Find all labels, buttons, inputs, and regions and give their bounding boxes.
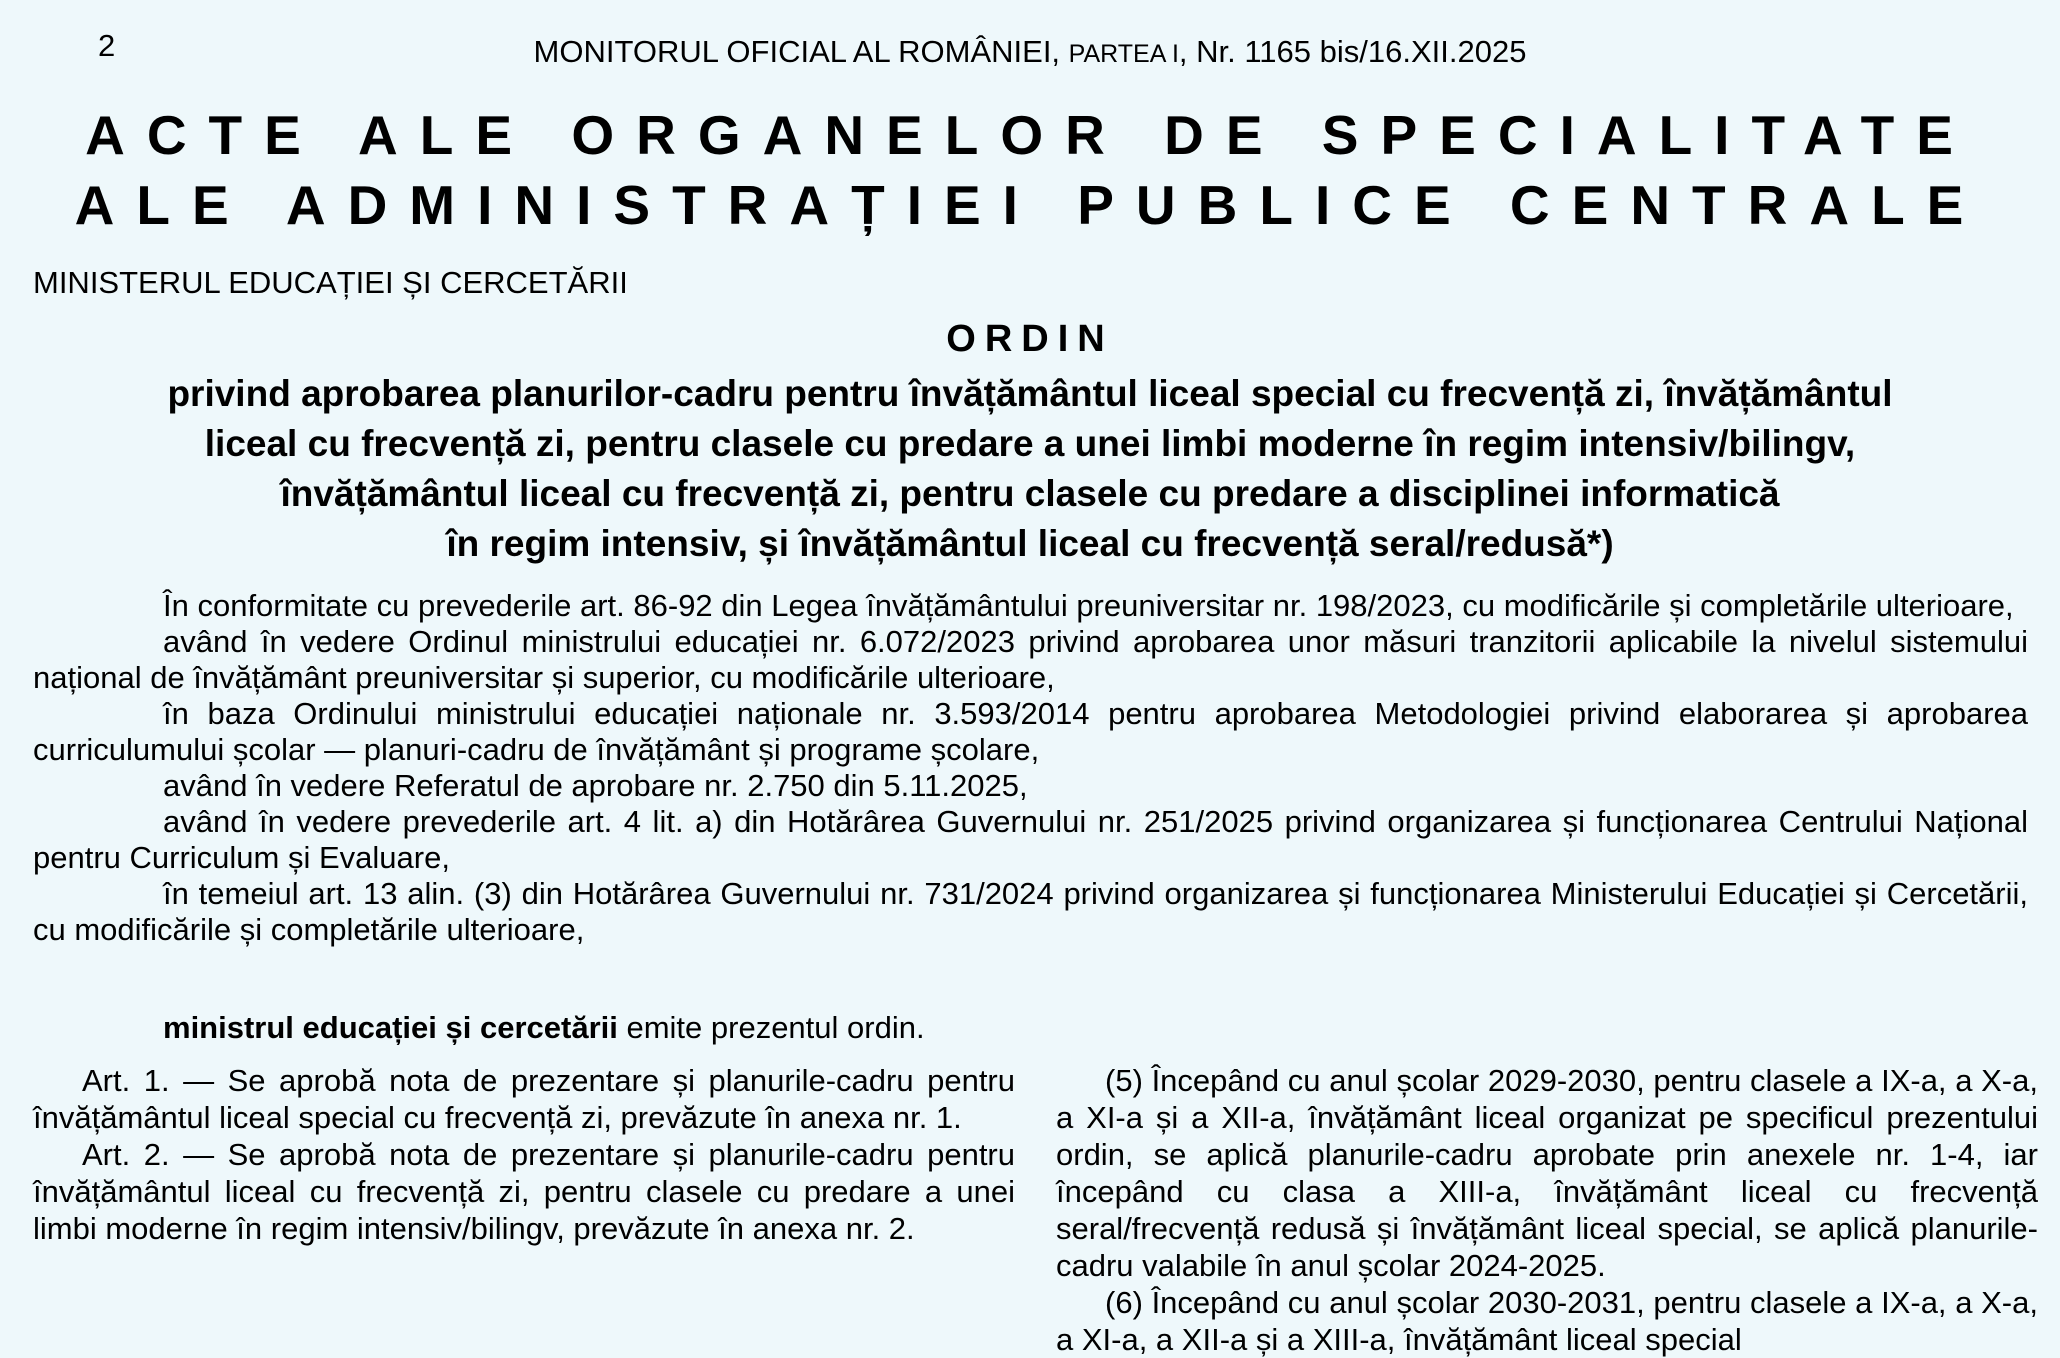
preamble xyxy=(33,588,2028,948)
article-paragraph: Art. 1. — Se aprobă nota de prezentare și planurile-cadru pentru învățământul liceal special cu frecvență zi, prevăzute în anexa nr. 1. xyxy=(33,1063,1015,1135)
section-heading-line-2: ALE ADMINISTRAȚIEI PUBLICE CENTRALE xyxy=(74,174,1986,236)
order-subtitle-line: în regim intensiv, și învățământul liceal cu frecvență seral/redusă*) xyxy=(446,523,1614,564)
left-column xyxy=(33,1062,1015,1247)
order-subtitle-line: privind aprobarea planurilor-cadru pentru învățământul liceal special cu frecvență zi, învățământul xyxy=(167,373,1893,414)
section-heading xyxy=(0,100,2060,240)
order-title: ORDIN xyxy=(946,318,1114,360)
article-paragraph: Art. 2. — Se aprobă nota de prezentare și planurile-cadru pentru învățământul liceal cu frecvență zi, pentru clasele cu predare a unei limbi moderne în regim intensiv/bilingv, prevăzute în anexa nr. 2. xyxy=(33,1137,1015,1246)
preamble-paragraph: având în vedere Referatul de aprobare nr. 2.750 din 5.11.2025, xyxy=(163,768,1028,803)
order-subtitle xyxy=(30,369,2030,569)
publication-issue: , Nr. 1165 bis/16.XII.2025 xyxy=(1178,34,1527,69)
article-paragraph: (5) Începând cu anul școlar 2029-2030, pentru clasele a IX-a, a X-a, a XI-a și a XII-a, învățământ liceal organizat pe specificul prezentului ordin, se aplică planurile-cadru aprobate prin anexele nr. 1-4, iar începând cu clasa a XIII-a, învățământ liceal cu frecvență seral/frecvență redusă și învățământ liceal special, se aplică planurile-cadru valabile în anul școlar 2024-2025. xyxy=(1056,1063,2038,1283)
page-number: 2 xyxy=(98,28,116,63)
issuing-authority: ministrul educației și cercetării xyxy=(163,1010,618,1045)
preamble-paragraph: în temeiul art. 13 alin. (3) din Hotărârea Guvernului nr. 731/2024 privind organizarea și funcționarea Ministerului Educației și Cercetării, cu modificările și completările ulterioare, xyxy=(33,876,2028,947)
issuing-statement xyxy=(163,1010,925,1046)
publication-part: PARTEA I xyxy=(1068,40,1179,68)
right-column xyxy=(1056,1062,2038,1358)
section-heading-line-1: ACTE ALE ORGANELOR DE SPECIALITATE xyxy=(85,104,1975,166)
issuing-statement-text: emite prezentul ordin. xyxy=(617,1010,925,1045)
publication-header xyxy=(0,34,2060,70)
order-subtitle-line: învățământul liceal cu frecvență zi, pentru clasele cu predare a disciplinei informatică xyxy=(280,473,1780,514)
preamble-paragraph: având în vedere Ordinul ministrului educației nr. 6.072/2023 privind aprobarea unor măsuri tranzitorii aplicabile la nivelul sistemului național de învățământ preuniversitar și superior, cu modificările ulterioare, xyxy=(33,624,2028,695)
preamble-paragraph: având în vedere prevederile art. 4 lit. a) din Hotărârea Guvernului nr. 251/2025 privind organizarea și funcționarea Centrului Național pentru Curriculum și Evaluare, xyxy=(33,804,2028,875)
preamble-paragraph: în baza Ordinului ministrului educației naționale nr. 3.593/2014 pentru aprobarea Metodologiei privind elaborarea și aprobarea curriculumului școlar — planuri-cadru de învățământ și programe școlare, xyxy=(33,696,2028,767)
preamble-paragraph: În conformitate cu prevederile art. 86-92 din Legea învățământului preuniversitar nr. 198/2023, cu modificările și completările ulterioare, xyxy=(163,588,2014,623)
order-subtitle-line: liceal cu frecvență zi, pentru clasele cu predare a unei limbi moderne în regim intensiv/bilingv, xyxy=(204,423,1856,464)
article-paragraph: (6) Începând cu anul școlar 2030-2031, pentru clasele a IX-a, a X-a, a XI-a, a XII-a și a XIII-a, învățământ liceal special xyxy=(1056,1285,2038,1357)
publication-title: MONITORUL OFICIAL AL ROMÂNIEI, xyxy=(533,34,1061,69)
ministry-name: MINISTERUL EDUCAȚIEI ȘI CERCETĂRII xyxy=(33,265,628,300)
